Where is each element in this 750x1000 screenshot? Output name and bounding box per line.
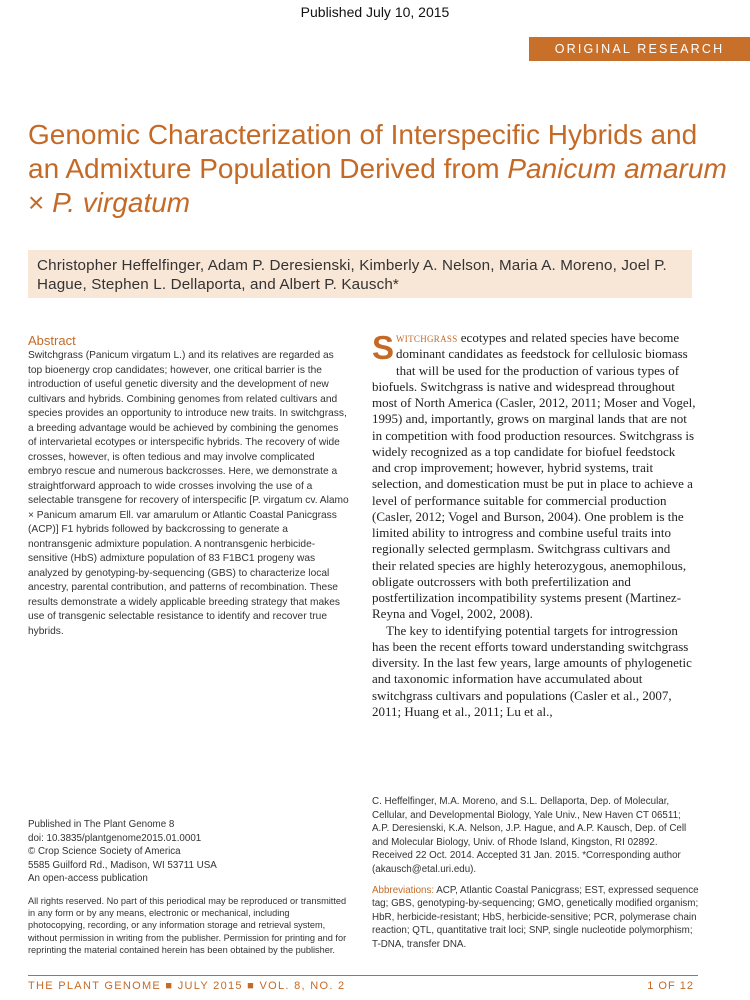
title-italic-1: Panicum amarum [507,153,727,184]
abbreviations-text: ACP, Atlantic Coastal Panicgrass; EST, expressed sequence tag; GBS, genotyping-by-sequencing; GMO, genetically modified organism; HbR, herbicide-resistant; HbS, herbicide-sensitive; PCR, polymerase chain reaction; QTL, quantitative trait loci; SNP, single nucleotide polymorphism; T-DNA, transfer DNA. [372,884,699,950]
body-text-column [372,330,697,720]
title-italic-2: P. virgatum [52,187,191,218]
abstract-section [28,333,349,639]
abbreviations [372,884,700,952]
paragraph-1-text: ecotypes and related species have become dominant candidates as feedstock for cellulosic biomass that will be used for the production of various types of biofuels. Switchgrass is native and widespread throughout most of North America (Casler, 2012, 2011; Moser and Vogel, 1995) and, importantly, grows on marginal lands that are not in competition with food production resources. Switchgrass is widely recognized as a top candidate for biofuel feedstock and crop improvement; however, hybrid systems, trait selection, and domestication must be put in place to achieve a level of performance suitable for commercial production (Casler, 2012; Vogel and Burson, 2004). One problem is the limited ability to introgress and combine useful traits into regionally selected germplasm. Switchgrass cultivars and their related species are highly heterozygous, anemophilous, obligate outcrossers with both prefertilization and postfertilization incompatibility systems present (Martinez-Reyna and Vogel, 2002, 2008). [372,330,696,622]
footer-page-number: 1 OF 12 [647,980,694,992]
affiliations-section [372,795,700,952]
author-list: Christopher Heffelfinger, Adam P. Deresienski, Kimberly A. Nelson, Maria A. Moreno, Joel P. Hague, Stephen L. Dellaporta, and Albert P. Kausch* [28,250,692,298]
footer-divider [28,975,698,976]
rights-statement: All rights reserved. No part of this periodical may be reproduced or transmitted in any form or by any means, electronic or mechanical, including photocopying, recording, or any information storage and retrieval system, without permission in writing from the publisher. Permission for printing and for reprinting the material contained herein has been obtained by the publisher. [28,895,347,955]
section-banner: ORIGINAL RESEARCH [529,37,750,61]
body-paragraph-1 [372,330,697,623]
published-date: Published July 10, 2015 [300,4,450,20]
lead-smallcaps: witchgrass [396,330,458,345]
copyright: © Crop Science Society of America [28,846,181,858]
affiliations-text: C. Heffelfinger, M.A. Moreno, and S.L. Dellaporta, Dep. of Molecular, Cellular, and Developmental Biology, Yale Univ., New Haven CT 06511; A.P. Deresienski, K.A. Nelson, J.P. Hague, and A.P. Kausch, Dep. of Cell and Molecular Biology, Univ. of Rhode Island, Kingston, RI 02892. Received 22 Oct. 2014. Accepted 31 Jan. 2015. *Corresponding author (akausch@etal.uri.edu). [372,796,687,875]
doi: doi: 10.3835/plantgenome2015.01.0001 [28,832,202,844]
access-note: An open-access publication [28,873,148,885]
title-part-2: × [28,187,53,218]
title-part-1: Genomic Characterization of Interspecific Hybrids and an Admixture Population Derived from [28,119,698,184]
abstract-text: Switchgrass (Panicum virgatum L.) and its relatives are regarded as top bioenergy crop candidates; however, one critical barrier is the introduction of useful genetic diversity and the development of new cultivars and hybrids. Combining genomes from related cultivars and species provides an opportunity to introduce new traits. In switchgrass, a breeding advantage would be achieved by combining the genomes of intervarietal ecotypes or interspecific hybrids. The recovery of wide crosses, however, is often tedious and may involve complicated embryo rescue and numerous backcrosses. Here, we demonstrate a straightforward approach to wide crosses involving the use of a selectable transgene for recovery of interspecific [P. virgatum cv. Alamo × Panicum amarum Ell. var amarulum or Atlantic Coastal Panicgrass (ACP)] F1 hybrids followed by backcrossing to generate a nontransgenic admixture population. A nontransgenic herbicide-sensitive (HbS) admixture population of 83 F1BC1 progeny was analyzed by genotyping-by-sequencing (GBS) to characterize local ancestry, parental contribution, and patterns of recombination. These results demonstrate a widely applicable breeding strategy that makes use of transgenic selectable resistance to identify and recover true hybrids. [28,350,349,637]
footer-journal-issue: THE PLANT GENOME ■ JULY 2015 ■ VOL. 8, NO. 2 [28,980,346,992]
abstract-heading: Abstract [28,333,76,348]
publisher-address: 5585 Guilford Rd., Madison, WI 53711 USA [28,859,217,871]
publication-info [28,818,348,956]
journal-line: Published in The Plant Genome 8 [28,819,175,830]
drop-cap: S [372,329,395,366]
abbreviations-label: Abbreviations: [372,884,435,896]
article-title [28,118,728,220]
body-paragraph-2: The key to identifying potential targets for introgression has been the recent efforts toward understanding switchgrass diversity. In the last few years, large amounts of phylogenetic and taxonomic information have accumulated about switchgrass cultivars and populations (Casler et al., 2007, 2011; Huang et al., 2011; Lu et al., [372,622,692,719]
